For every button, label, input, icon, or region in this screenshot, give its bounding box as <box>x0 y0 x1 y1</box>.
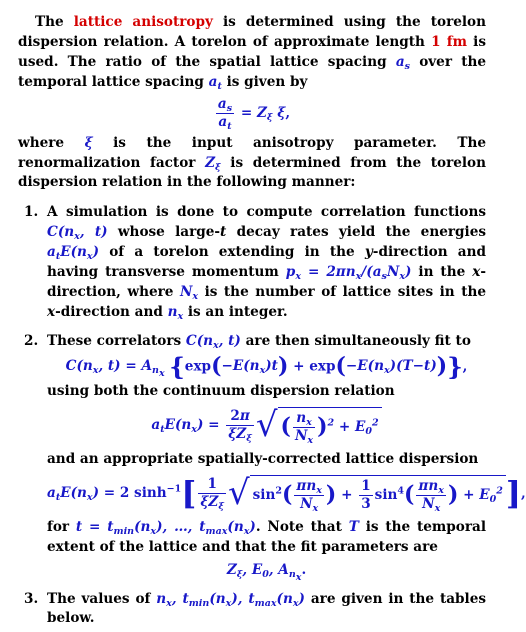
intro-text: over the temporal lattice spacing <box>18 53 487 90</box>
text: where <box>18 134 65 151</box>
intro-text: The <box>35 14 64 30</box>
intro-text: is used. The ratio of the spatial lattice spacing <box>18 33 486 70</box>
intro-text: is given by <box>226 73 308 90</box>
text: The values of <box>47 590 151 607</box>
list-item: 3. The values of $n_x$, $t_{min}(n_x)$, $t_{max}(n_x)$ are given in the tables below. <box>24 590 487 627</box>
renormalization-paragraph <box>18 134 486 194</box>
equation-correlator-fit: $C(n_x$, $t) = A_{n_x}$ $\{\exp(-E(n_x)t) + \exp(-E(n_x)(T-t))\}$, <box>65 351 468 381</box>
equation-fit-parameters: $Z_\xi$, $E_0$, $A_{n_x}$. <box>226 561 307 583</box>
text: . Note that <box>255 518 342 535</box>
text: is the temporal extent of the lattice and that the fit parameters are <box>47 518 486 555</box>
text: is determined from the torelon dispersion relation in the following manner: <box>18 154 487 191</box>
text: are then simultaneously fit to <box>245 332 471 349</box>
text: whose large- <box>117 224 221 241</box>
torelon-length-link[interactable]: 1 fm <box>431 33 467 50</box>
text: is an integer. <box>187 303 288 320</box>
list-number: 3. <box>24 590 39 607</box>
lattice-anisotropy-link[interactable]: lattice anisotropy <box>73 14 213 30</box>
text: decay rates yield the energies <box>236 224 486 241</box>
text: is the number of lattice sites in the <box>204 283 487 300</box>
equation-anisotropy-ratio: $\frac{a_s}{a_t}$ = $Z_\xi$ ξ, <box>217 95 291 132</box>
text: -direction, where <box>47 264 486 300</box>
text: is the input anisotropy parameter. The renormalization factor <box>18 134 487 171</box>
text: -direction and having transverse momentum <box>47 244 486 281</box>
list-item: 2. These correlators $C(n_x$, t) are then simultaneously fit to $C(n_x$, $t) = A_{n_x}$ $\{\exp(-E(n_x)t) + \exp(-E(n_x)(T-t))\}$, using both the continuum dispersion relation $a_tE(n_x)$ = $\frac{2\pi}{\xi Z_\xi}$ √ ( $\frac{n_x}{N_x}$ )$^2 + E_0^2$ and an appropriate spatially-corrected lattice dispersion $a_tE(n_x) = 2$ $\sinh^{-1}$[ $\frac{1}{\xi Z_\xi}$ √ $\sin^2$( $\frac{\pi n_x}{N_x}$ ) + $\frac{1}{3}$ $\sin^4$( $\frac{\pi n_x}{N_x}$ ) + $E_0^2$], for $t = t_{min}(n_x)$, …, $t_{max}(n_x)$. Note that T is the temporal extent of the lattice and that the fit parameters are $Z_\xi$, $E_0$, $A_{n_x}$. <box>24 332 526 583</box>
equation-lattice-dispersion: $a_tE(n_x) = 2$ $\sinh^{-1}$[ $\frac{1}{\xi Z_\xi}$ √ $\sin^2$( $\frac{\pi n_x}{N_x}$ ) + $\frac{1}{3}$ $\sin^4$( $\frac{\pi n_x}{N_x}$ ) + $E_0^2$], <box>47 472 526 514</box>
text: of a torelon extending in the <box>109 244 355 261</box>
math-zxi: $Z_\xi$ <box>205 154 221 173</box>
math-at: $a_t$ <box>208 73 222 92</box>
text: using both the continuum dispersion relation <box>47 383 395 400</box>
intro-text: is determined using the torelon dispersion relation. A torelon of approximate length <box>18 14 487 50</box>
text: A simulation is done to compute correlation functions <box>47 204 486 221</box>
text: and an appropriate spatially-corrected lattice dispersion <box>47 450 479 467</box>
procedure-list <box>18 203 526 629</box>
text: These correlators <box>47 332 182 349</box>
list-number: 1. <box>24 204 39 221</box>
text: in the <box>418 264 466 281</box>
text: for <box>47 518 70 535</box>
text: -direction and <box>55 303 163 320</box>
math-xi: ξ <box>84 134 93 151</box>
intro-paragraph <box>18 13 486 93</box>
equation-continuum-dispersion: $a_tE(n_x)$ = $\frac{2\pi}{\xi Z_\xi}$ √ ( $\frac{n_x}{N_x}$ )$^2 + E_0^2$ <box>47 407 486 445</box>
text: are given in the tables below. <box>47 590 487 627</box>
list-item: 1. A simulation is done to compute correlation functions $C(n_x$, t) whose large-t decay rates yield the energies $a_tE(n_x)$ of a torelon extending in the y-direction and having transverse momentum $p_x = 2\pi n_x/(a_sN_x)$ in the x-direction, where $N_x$ is the number of lattice sites in the x-direction and $n_x$ is an integer. <box>24 204 487 322</box>
math-as: $a_s$ <box>395 53 410 72</box>
list-number: 2. <box>24 332 39 349</box>
